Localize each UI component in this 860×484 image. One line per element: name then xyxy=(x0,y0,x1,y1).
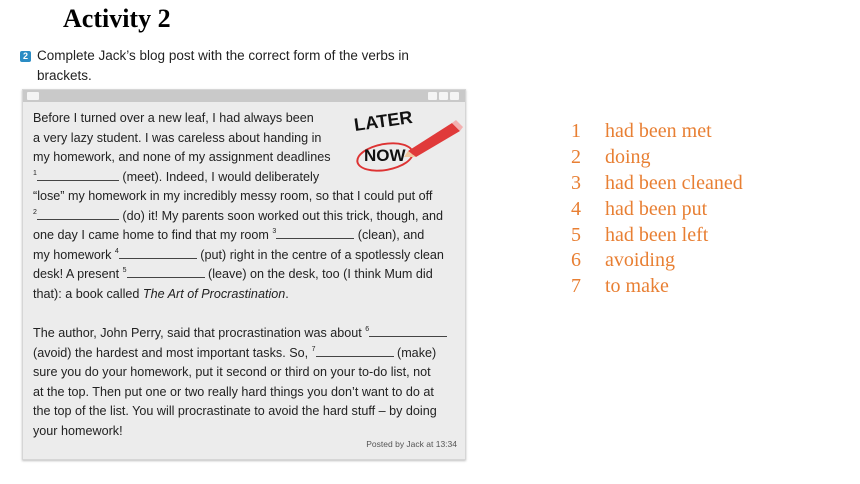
activity-title: Activity 2 xyxy=(63,4,171,33)
gap-number-1: 1 xyxy=(33,169,37,177)
blog-paragraph-1: Before I turned over a new leaf, I had always been a very lazy student. I was careless about handing in my homework, and none of my assignment deadlines $^1$ (meet). Indeed, I would deliberately “lose” my homework in my incredibly messy room, so that I could put off $^2$ (do) it! My parents soon worked out this trick, though, and one day I came home to find that my room $^3$ (clean), and my homework $^4$ (put) right in the centre of a spotlessly clean desk! A present $^5$ (leave) on the desk, too (I think Mum did that): a book called The Art of Procrastination. xyxy=(33,111,444,301)
gap-5 xyxy=(127,265,205,278)
blog-window-bar xyxy=(23,90,465,102)
gap-4 xyxy=(119,246,197,259)
logo-later-text: LATER xyxy=(352,107,414,135)
gap-6 xyxy=(369,324,447,337)
book-title: The Art of Procrastination xyxy=(142,286,286,301)
gap-number-7: 7 xyxy=(311,345,316,353)
later-now-logo xyxy=(352,107,466,171)
posted-by: Posted by Jack at 13:34 xyxy=(366,439,457,449)
instruction xyxy=(20,46,460,86)
bookmark-icon xyxy=(439,92,448,100)
gap-number-5: 5 xyxy=(122,267,127,274)
gap-2 xyxy=(37,207,119,220)
gap-7 xyxy=(316,344,394,357)
logo-now-text: NOW xyxy=(364,146,406,165)
share-icon xyxy=(428,92,437,100)
answer-list xyxy=(571,119,743,300)
instruction-line-1: Complete Jack’s blog post with the correct form of the verbs in xyxy=(37,48,409,63)
gap-3 xyxy=(276,226,354,239)
gap-1 xyxy=(37,168,119,181)
answer-row: 3 had been cleaned xyxy=(571,171,743,194)
gap-number-4: 4 xyxy=(114,247,119,255)
window-controls xyxy=(428,92,459,100)
window-menu-icon xyxy=(27,92,39,100)
answer-row: 4 had been put xyxy=(571,197,708,220)
answer-row: 5 had been left xyxy=(571,223,709,246)
gap-number-3: 3 xyxy=(272,228,277,235)
exercise-number-badge: 2 xyxy=(20,51,31,62)
answer-row: 7 to make xyxy=(571,275,669,298)
answer-row: 1 had been met xyxy=(571,120,712,142)
instruction-line-2: brackets. xyxy=(37,68,92,83)
gap-number-6: 6 xyxy=(365,326,370,333)
close-icon xyxy=(450,92,459,100)
answer-row: 2 doing xyxy=(571,145,651,168)
answer-row: 6 avoiding xyxy=(571,249,675,272)
blog-paragraph-2: The author, John Perry, said that procrastination was about $^6$ (avoid) the hardest and most important tasks. So, $^7$ (make) sure you do your homework, put it second or third on your to-do list, not at the top. Then put one or two really hard things you don’t want to do at the top of the list. You will procrastinate to avoid the hard stuff – by doing your homework! xyxy=(33,324,458,441)
gap-number-2: 2 xyxy=(33,208,37,216)
pencil-icon xyxy=(404,117,464,157)
